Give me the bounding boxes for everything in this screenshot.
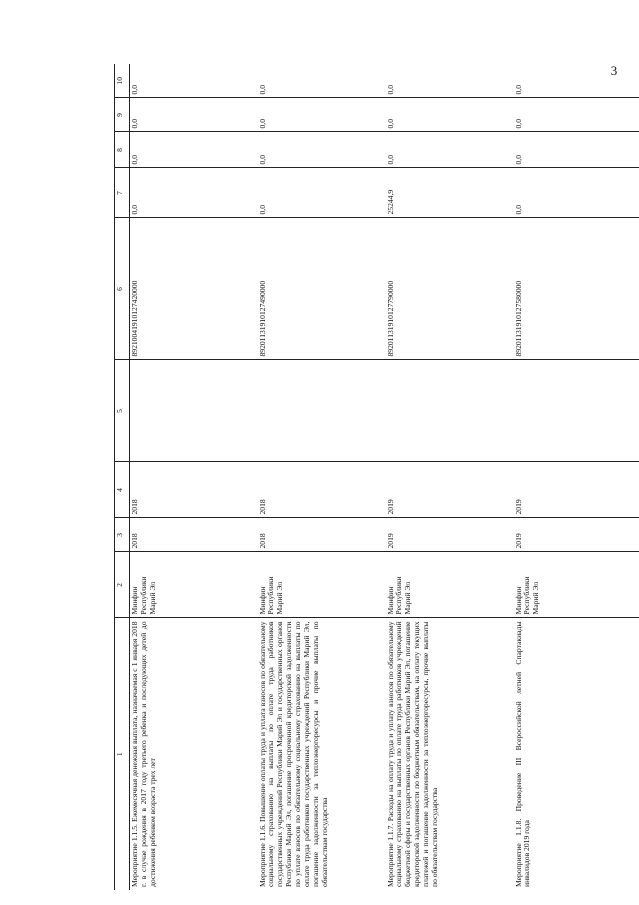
value-cell-7: 25244,9 xyxy=(386,168,514,218)
start-year-cell: 2019 xyxy=(386,518,514,552)
start-year-cell: 2018 xyxy=(258,518,386,552)
budget-code-cell: 89201131910127580000 xyxy=(514,218,639,360)
budget-code-cell: 89201131910127790000 xyxy=(386,218,514,360)
empty-cell xyxy=(130,360,258,462)
value-cell-10: 0,0 xyxy=(513,85,523,95)
col-header-2: 2 xyxy=(115,552,130,618)
header-row xyxy=(115,64,130,890)
start-year-cell: 2018 xyxy=(130,518,258,552)
value-cell-9: 0,0 xyxy=(514,98,639,132)
budget-table xyxy=(114,64,639,890)
end-year-cell: 2018 xyxy=(130,462,258,518)
table-row xyxy=(258,64,386,890)
event-name-cell: Мероприятие 1.1.6. Повышение оплаты труда и уплата взносов по обязательному социальному страхованию на выплаты по оплате труда работников государственных учреждений Республики Марий Эл и государственных органов Республики Марий Эл, погашение просроченной кредиторской задолженности по уплате взносов по обязательному социальному страхованию на выплаты по оплате труда работников государственных учреждений Республики Марий Эл, погашение задолженности за теплоэнергоресурсы и прочие выплаты по обязательствам государства xyxy=(258,618,386,890)
value-cell-10: 0,0 xyxy=(257,85,267,95)
table-row xyxy=(130,64,258,890)
value-cell-8: 0,0 xyxy=(514,132,639,168)
col-header-4: 4 xyxy=(115,462,130,518)
value-cell-10: 0,0 xyxy=(130,85,139,95)
value-cell-8: 0,0 xyxy=(258,132,386,168)
executor-cell: Минфин Республики Марий Эл xyxy=(258,552,386,618)
value-cell-8: 0,0 xyxy=(130,132,258,168)
budget-code-cell: 89201131910127490000 xyxy=(258,218,386,360)
executor-cell: Минфин Республики Марий Эл xyxy=(130,552,258,618)
page-number: 3 xyxy=(610,63,618,78)
event-name-cell: Мероприятие 1.1.8. Проведение III Всероссийской летней Спартакиады инвалидов 2019 года xyxy=(514,618,639,890)
executor-cell: Минфин Республики Марий Эл xyxy=(514,552,639,618)
event-name-cell: Мероприятие 1.1.7. Расходы на оплату труда и уплату взносов по обязательному социальному страхованию на выплаты по оплате труда работников учреждений бюджетной сферы и государственных органов Республики Марий Эл, погашение кредиторской задолженности по бюджетным обязательствам, на оплату текущих платежей и погашение задолженности за теплоэнергоресурсы, прочие выплаты по обязательствам государства xyxy=(386,618,514,890)
rotated-table-wrapper xyxy=(114,64,626,890)
col-header-7: 7 xyxy=(115,168,130,218)
end-year-cell: 2018 xyxy=(258,462,386,518)
value-cell-7: 0,0 xyxy=(258,168,386,218)
value-cell-7: 0,0 xyxy=(130,168,258,218)
col-header-5: 5 xyxy=(115,360,130,462)
col-header-1: 1 xyxy=(115,618,130,890)
col-header-10: 10 xyxy=(115,64,130,98)
start-year-cell: 2019 xyxy=(514,518,639,552)
end-year-cell: 2019 xyxy=(386,462,514,518)
budget-code-cell: 89210041910127420000 xyxy=(130,218,258,360)
value-cell-9: 0,0 xyxy=(386,98,514,132)
col-header-9: 9 xyxy=(115,98,130,132)
empty-cell xyxy=(258,360,386,462)
value-cell-9: 0,0 xyxy=(258,98,386,132)
executor-cell: Минфин Республики Марий Эл xyxy=(386,552,514,618)
col-header-6: 6 xyxy=(115,218,130,360)
col-header-3: 3 xyxy=(115,518,130,552)
value-cell-9: 0,0 xyxy=(130,98,258,132)
empty-cell xyxy=(514,360,639,462)
table-row xyxy=(514,64,639,890)
empty-cell xyxy=(386,360,514,462)
value-cell-10: 0,0 xyxy=(385,85,395,95)
value-cell-7: 0,0 xyxy=(514,168,639,218)
col-header-8: 8 xyxy=(115,132,130,168)
event-name-cell: Мероприятие 1.1.5. Ежемесячная денежная выплата, назначаемая с 1 января 2018 г. в случае рождения в 2017 году третьего ребенка и последующих детей до достижения ребенком возраста трех лет xyxy=(130,618,258,890)
value-cell-8: 0,0 xyxy=(386,132,514,168)
end-year-cell: 2019 xyxy=(514,462,639,518)
table-row xyxy=(386,64,514,890)
